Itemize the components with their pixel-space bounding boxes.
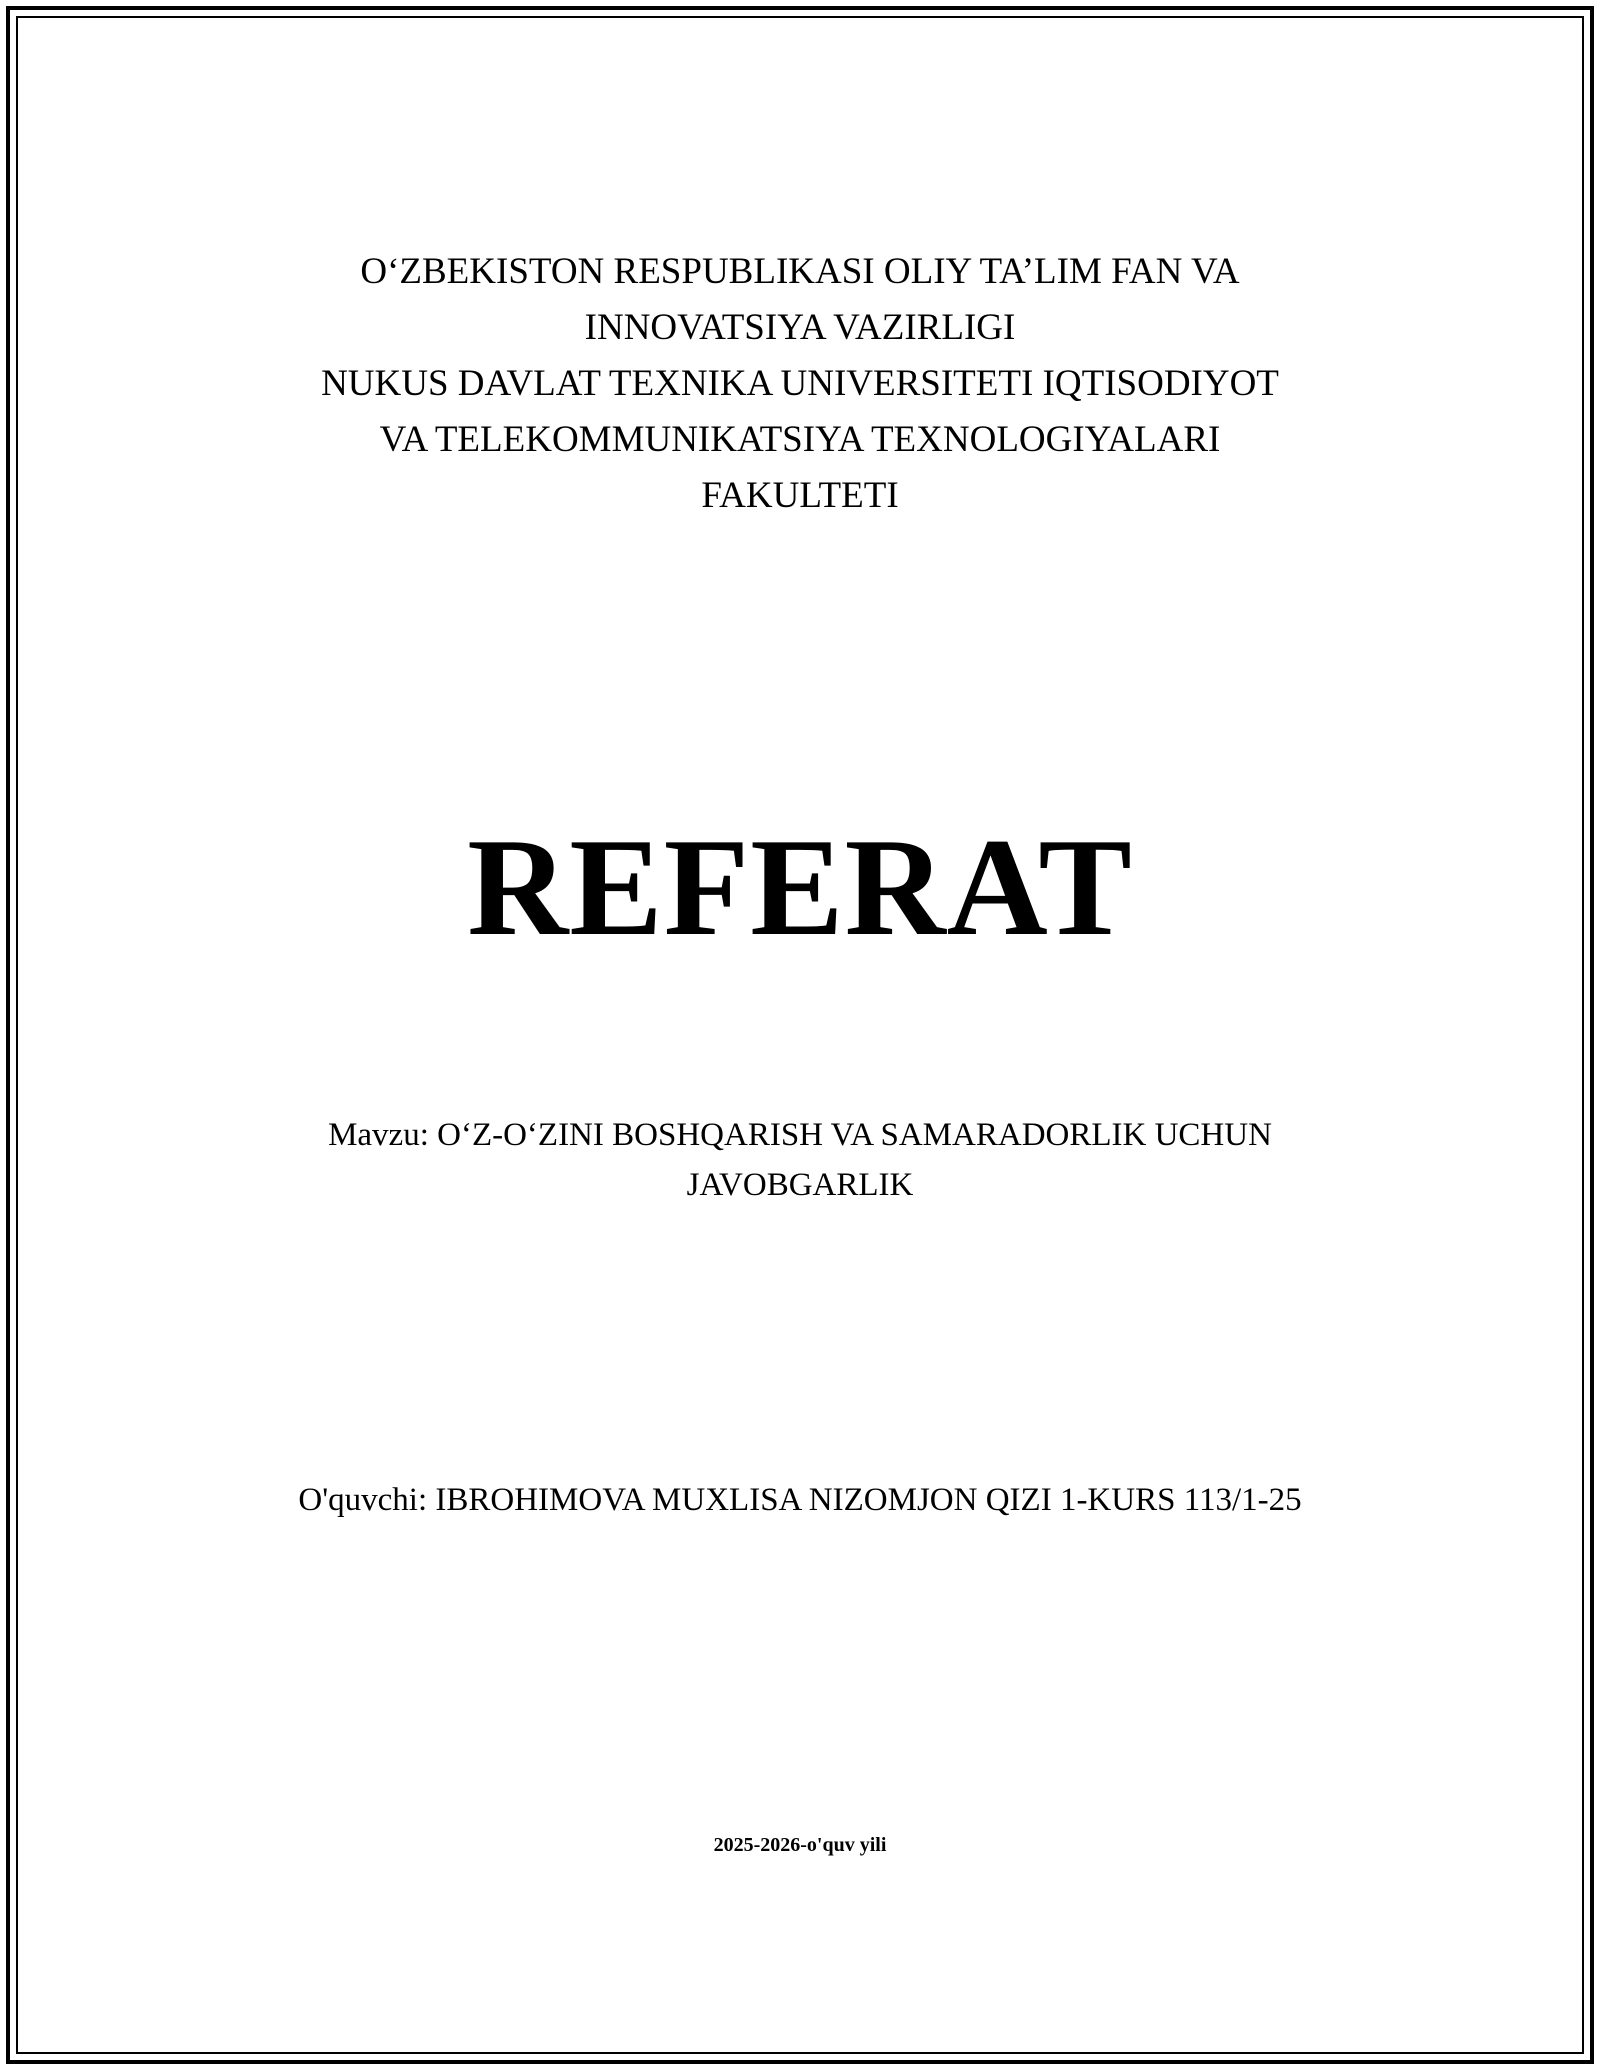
document-title: REFERAT xyxy=(467,810,1133,965)
topic-line: Mavzu: O‘Z-O‘ZINI BOSHQARISH VA SAMARADORLIK UCHUN xyxy=(328,1117,1272,1153)
topic-block xyxy=(0,1110,1600,1210)
student-info: O'quvchi: IBROHIMOVA MUXLISA NIZOMJON QIZI 1-KURS 113/1-25 xyxy=(298,1482,1302,1518)
academic-year: 2025-2026-o'quv yili xyxy=(713,1834,887,1856)
header-line: FAKULTETI xyxy=(701,475,899,516)
header-line: INNOVATSIYA VAZIRLIGI xyxy=(584,307,1016,348)
header-line: NUKUS DAVLAT TEXNIKA UNIVERSITETI IQTISODIYOT xyxy=(321,363,1279,404)
header-line: VA TELEKOMMUNIKATSIYA TEXNOLOGIYALARI xyxy=(379,419,1221,460)
topic-line: JAVOBGARLIK xyxy=(686,1167,914,1203)
header-line: O‘ZBEKISTON RESPUBLIKASI OLIY TA’LIM FAN VA xyxy=(360,251,1240,292)
institution-header xyxy=(0,244,1600,524)
